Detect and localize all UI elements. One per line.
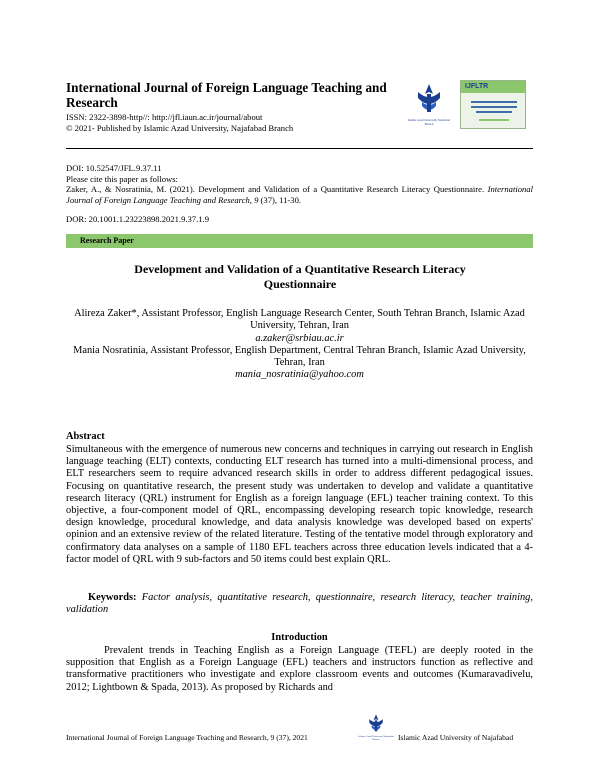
keywords-label: Keywords: — [88, 592, 137, 603]
footer-logo-icon — [364, 713, 388, 735]
citation-block — [66, 163, 533, 225]
journal-cover-thumbnail — [460, 80, 526, 129]
introduction-heading: Introduction — [271, 632, 328, 643]
section-label-bar — [66, 234, 533, 248]
keywords-text: Factor analysis, quantitative research, questionnaire, research literacy, teacher training, validation — [66, 592, 533, 616]
keywords-line — [66, 592, 533, 616]
author-email[interactable]: mania_nosratinia@yahoo.com — [235, 369, 364, 381]
journal-title: International Journal of Foreign Language Teaching and Research — [66, 80, 387, 110]
logo-caption: Islamic Azad University Najafabad Branch — [407, 118, 451, 126]
please-cite-line: Please cite this paper as follows: — [66, 173, 178, 184]
abstract-heading: Abstract — [66, 431, 105, 442]
footer-university: Islamic Azad University of Najafabad — [398, 733, 514, 742]
author-affiliation: Mania Nosratinia, Assistant Professor, English Department, Central Tehran Branch, Islamic Azad University, Tehran, Iran — [73, 344, 526, 369]
author-affiliation: Alireza Zaker*, Assistant Professor, English Language Research Center, South Tehran Branch, Islamic Azad University, Tehran, Iran — [74, 308, 525, 332]
abstract-text: Simultaneous with the emergence of numerous new concerns and techniques in carrying out research in English language teaching (ELT) contexts, conducting ELT research has turned into a multi-dimensional process, and ELT researchers seem to require advanced research skills in order to address different pedagogical issues. Focusing on quantitative research, the present study was undertaken to develop and validate a quantitative research literacy (QRL) instrument for English as a foreign language (EFL) teacher training context. To this objective, a four-component model of QRL, encompassing developing research topic knowledge, research design knowledge, procedural knowledge, and data analysis knowledge was developed based on experts' opinion and an extensive review of the related literature. Testing of the tentative model through exploratory and confirmatory data analyses on a sample of 1180 EFL teachers across three education levels indicated that a 4-factor model of QRL with 9 sub-factors and 50 items could best explain QRL. — [66, 444, 533, 565]
cover-line — [479, 119, 509, 121]
doi-line: DOI: 10.52547/JFL.9.37.11 — [66, 163, 162, 173]
section-label: Research Paper — [80, 236, 134, 245]
cover-line — [471, 101, 517, 103]
cover-line — [476, 111, 512, 113]
author-email[interactable]: a.zaker@srbiau.ac.ir — [255, 332, 344, 344]
authors-block — [66, 308, 533, 382]
footer-journal: International Journal of Foreign Language Teaching and Research, 9 (37), 2021 — [66, 733, 308, 742]
issn-line: ISSN: 2322-3898-http//: http://jfl.iaun.ac.ir/journal/about — [66, 112, 263, 122]
dor-line: DOR: 20.1001.1.23223898.2021.9.37.1.9 — [66, 214, 209, 225]
cover-brand: IJFLTR — [465, 83, 489, 90]
footer-logo-caption: Islamic Azad University Najafabad Branch — [358, 735, 394, 741]
copyright-line: © 2021- Published by Islamic Azad University, Najafabad Branch — [66, 123, 294, 133]
university-logo-icon — [410, 82, 448, 118]
reference-plain: Zaker, A., & Nosratinia, M. (2021). Development and Validation of a Quantitative Research Literacy Questionnaire. — [66, 184, 488, 195]
introduction-text: Prevalent trends in Teaching English as a Foreign Language (TEFL) are deeply rooted in the supposition that English as a Foreign Language (EFL) teachers and instructors function as reflective and transformative practitioners who investigate and explore classroom events and outcomes (Kumaravadivelu, 2012; Lightbown & Spada, 2013). As proposed by Richards and — [66, 645, 533, 693]
paper-title: Development and Validation of a Quantitative Research Literacy Questionnaire — [134, 262, 466, 291]
reference-line — [66, 184, 533, 205]
header-divider — [66, 148, 533, 149]
reference-italic: International Journal of Foreign Language Teaching and Research, 9 — [66, 184, 533, 205]
cover-line — [471, 106, 517, 108]
reference-tail: (37), 11-30. — [258, 194, 302, 205]
